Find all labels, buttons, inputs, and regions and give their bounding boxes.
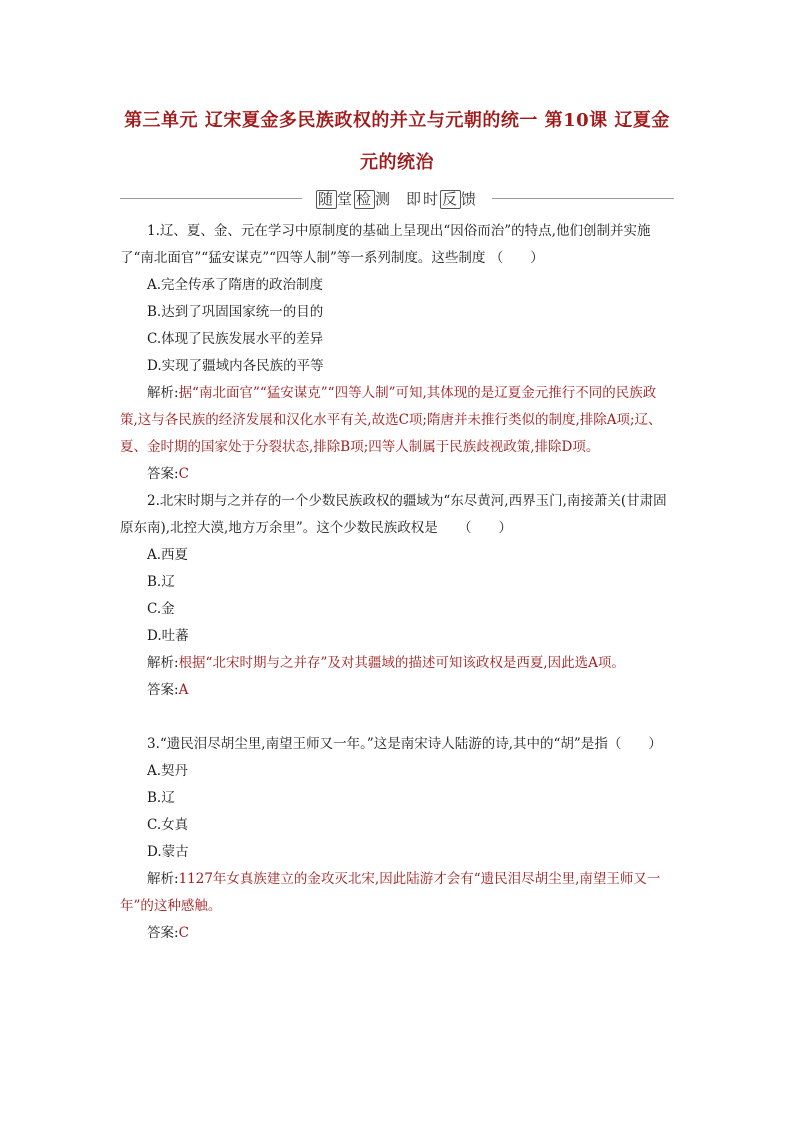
banner-char: 反 bbox=[442, 189, 460, 208]
answer-label: 答案: bbox=[147, 925, 179, 941]
option-a: A.契丹 bbox=[147, 763, 189, 779]
title-line-1: 第三单元 辽宋夏金多民族政权的并立与元朝的统一 第10课 辽夏金 bbox=[124, 110, 670, 131]
banner-char: 馈 bbox=[461, 189, 479, 208]
banner-char: 检 bbox=[355, 189, 373, 208]
banner-char: 时 bbox=[423, 189, 441, 208]
analysis-text: 根据“北宋时期与之并存”及对其疆域的描述可知该政权是西夏,因此选A项。 bbox=[178, 655, 625, 671]
option-a: A.西夏 bbox=[147, 547, 189, 563]
answer bbox=[120, 461, 674, 488]
spacer bbox=[120, 704, 674, 731]
answer bbox=[120, 677, 674, 704]
banner-char: 即 bbox=[406, 189, 424, 208]
option-b: B.辽 bbox=[147, 574, 175, 590]
analysis-text: 据“南北面官”“猛安谋克”“四等人制”可知,其体现的是辽夏金元推行不同的民族政策,这与各民族的经济发展和汉化水平有关,故选C项;隋唐并未推行类似的制度,排除A项;辽、夏、金时期的国家处于分裂状态,排除B项;四等人制属于民族歧视政策,排除D项。 bbox=[120, 385, 662, 455]
question-stem: 3.“遗民泪尽胡尘里,南望王师又一年。”这是南宋诗人陆游的诗,其中的“胡”是指（ ） bbox=[147, 736, 662, 752]
question-2 bbox=[120, 488, 674, 704]
option-d: D.吐蕃 bbox=[147, 628, 189, 644]
banner-char: 随 bbox=[317, 189, 335, 208]
option-b: B.达到了巩固国家统一的目的 bbox=[147, 304, 324, 320]
option-c: C.女真 bbox=[147, 817, 189, 833]
option-c: C.金 bbox=[147, 601, 175, 617]
question-list bbox=[120, 218, 674, 947]
banner-right-rule bbox=[492, 198, 674, 199]
analysis bbox=[120, 866, 674, 920]
question-stem: 1.辽、夏、金、元在学习中原制度的基础上呈现出“因俗而治”的特点,他们创制并实施了“南北面官”“猛安谋克”“四等人制”等一系列制度。这些制度 （ ） bbox=[120, 223, 651, 266]
answer-label: 答案: bbox=[147, 682, 179, 698]
page-title bbox=[100, 100, 694, 184]
analysis-label: 解析: bbox=[147, 655, 179, 671]
analysis-label: 解析: bbox=[147, 385, 179, 401]
option-d: D.实现了疆域内各民族的平等 bbox=[147, 358, 324, 374]
banner-label bbox=[302, 188, 492, 209]
analysis-label: 解析: bbox=[147, 871, 179, 887]
answer bbox=[120, 920, 674, 947]
section-banner bbox=[120, 186, 674, 210]
banner-char: 堂 bbox=[336, 189, 354, 208]
option-d: D.蒙古 bbox=[147, 844, 189, 860]
answer-value: C bbox=[178, 925, 189, 941]
answer-label: 答案: bbox=[147, 466, 179, 482]
option-b: B.辽 bbox=[147, 790, 175, 806]
answer-value: C bbox=[178, 466, 189, 482]
analysis bbox=[120, 380, 674, 461]
analysis bbox=[120, 650, 674, 677]
answer-value: A bbox=[178, 682, 189, 698]
analysis-text: 1127年女真族建立的金攻灭北宋,因此陆游才会有“遗民泪尽胡尘里,南望王师又一年”的这种感触。 bbox=[120, 871, 661, 914]
option-a: A.完全传承了隋唐的政治制度 bbox=[147, 277, 324, 293]
question-stem: 2.北宋时期与之并存的一个少数民族政权的疆域为“东尽黄河,西界玉门,南接萧关(甘肃固原东南),北控大漠,地方万余里”。这个少数民族政权是 （ ） bbox=[120, 493, 667, 536]
option-c: C.体现了民族发展水平的差异 bbox=[147, 331, 324, 347]
title-line-2: 元的统治 bbox=[360, 152, 434, 173]
question-3 bbox=[120, 731, 674, 947]
banner-char: 测 bbox=[374, 189, 392, 208]
banner-left-rule bbox=[120, 198, 302, 199]
question-1 bbox=[120, 218, 674, 488]
